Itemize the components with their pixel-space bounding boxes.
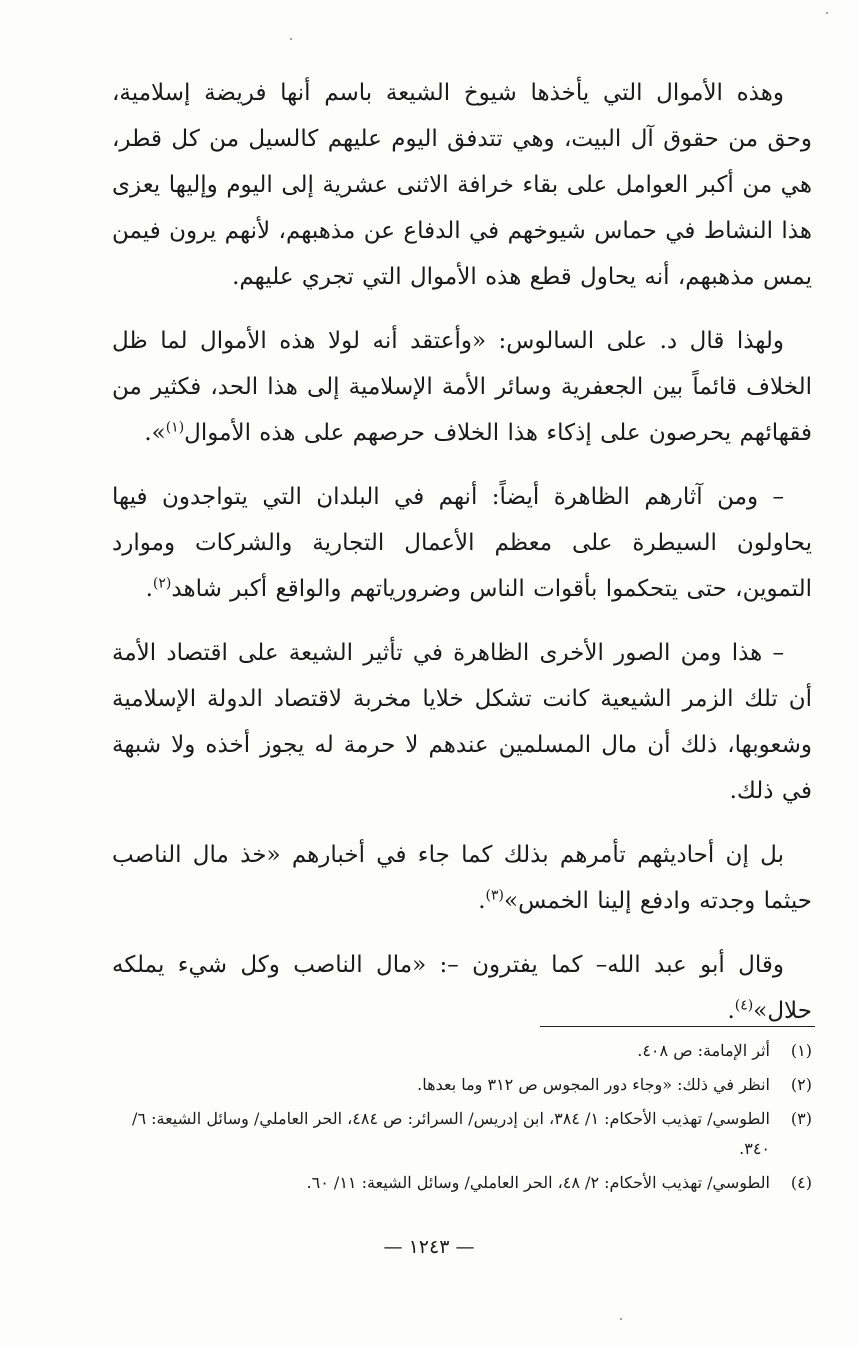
footnote-1-text: أثر الإمامة: ص ٤٠٨.	[637, 1041, 770, 1060]
paragraph-4	[112, 630, 812, 814]
paragraph-5-text: بل إن أحاديثهم تأمرهم بذلك كما جاء في أخبارهم «خذ مال الناصب حيثما وجدته وادفع إلينا الخمس»	[112, 842, 812, 914]
footnote-4-text: الطوسي/ تهذيب الأحكام: ٢/ ٤٨، الحر العاملي/ وسائل الشيعة: ١١/ ٦٠.	[306, 1173, 770, 1192]
footnote-ref-3[interactable]: (٣)	[485, 887, 505, 904]
paragraph-3-text: – ومن آثارهم الظاهرة أيضاً: أنهم في البلدان التي يتواجدون فيها يحاولون السيطرة على معظم الأعمال التجارية والشركات وموارد التموين، حتى يتحكموا بأقوات الناس وضرورياتهم والواقع أكبر شاهد	[112, 484, 812, 602]
paragraph-6	[112, 942, 812, 1034]
paragraph-3	[112, 474, 812, 612]
footnote-4-number: (٤)	[790, 1173, 812, 1192]
paragraph-5	[112, 832, 812, 924]
scan-speck	[826, 12, 828, 14]
main-text-block	[112, 70, 812, 1052]
paragraph-4-text: – هذا ومن الصور الأخرى الظاهرة في تأثير الشيعة على اقتصاد الأمة أن تلك الزمر الشيعية كانت تشكل خلايا مخربة لاقتصاد الدولة الإسلامية وشعوبها، ذلك أن مال المسلمين عندهم لا حرمة له يجوز أخذه ولا شبهة في ذلك.	[112, 640, 812, 804]
paragraph-3-tail: .	[145, 576, 153, 602]
footnote-divider	[540, 1026, 815, 1027]
paragraph-6-text: وقال أبو عبد الله– كما يفترون –: «مال الناصب وكل شيء يملكه حلال»	[112, 952, 812, 1024]
paragraph-2-text: ولهذا قال د. على السالوس: «وأعتقد أنه لولا هذه الأموال لما ظل الخلاف قائماً بين الجعفرية وسائر الأمة الإسلامية إلى هذا الحد، فكثير من فقهائهم يحرصون على إذكاء هذا الخلاف حرصهم على هذه الأموال	[112, 328, 812, 446]
footnote-2	[130, 1070, 812, 1100]
footnote-2-text: انظر في ذلك: «وجاء دور المجوس ص ٣١٢ وما بعدها.	[417, 1075, 770, 1094]
paragraph-2-tail: ».	[144, 420, 166, 446]
footnote-ref-4[interactable]: (٤)	[734, 997, 754, 1014]
footnote-2-number: (٢)	[790, 1075, 812, 1094]
footnote-3	[130, 1104, 812, 1164]
footnote-4	[130, 1168, 812, 1198]
page-number: — ١٢٤٣ —	[383, 1236, 475, 1258]
paragraph-5-tail: .	[478, 888, 486, 914]
footnote-1-number: (١)	[790, 1041, 812, 1060]
paragraph-1-text: وهذه الأموال التي يأخذها شيوخ الشيعة باسم أنها فريضة إسلامية، وحق من حقوق آل البيت، وهي تتدفق اليوم عليهم كالسيل من كل قطر، هي من أكبر العوامل على بقاء خرافة الاثنى عشرية إلى اليوم وإليها يعزى هذا النشاط في حماس شيوخهم في الدفاع عن مذهبهم، لأنهم يرون فيمن يمس مذهبهم، أنه يحاول قطع هذه الأموال التي تجري عليهم.	[112, 80, 812, 290]
footnote-3-text: الطوسي/ تهذيب الأحكام: ١/ ٣٨٤، ابن إدريس/ السرائر: ص ٤٨٤، الحر العاملي/ وسائل الشيعة: ٦/ ٣٤٠.	[132, 1109, 770, 1158]
footnotes-section	[130, 1036, 812, 1202]
footnote-3-number: (٣)	[790, 1109, 812, 1128]
footnote-ref-1[interactable]: (١)	[165, 419, 185, 436]
scan-speck	[620, 1318, 622, 1320]
scan-speck	[290, 38, 292, 40]
paragraph-1	[112, 70, 812, 300]
paragraph-2	[112, 318, 812, 456]
footnote-ref-2[interactable]: (٢)	[152, 575, 172, 592]
footnote-1	[130, 1036, 812, 1066]
paragraph-6-tail: .	[727, 998, 735, 1024]
